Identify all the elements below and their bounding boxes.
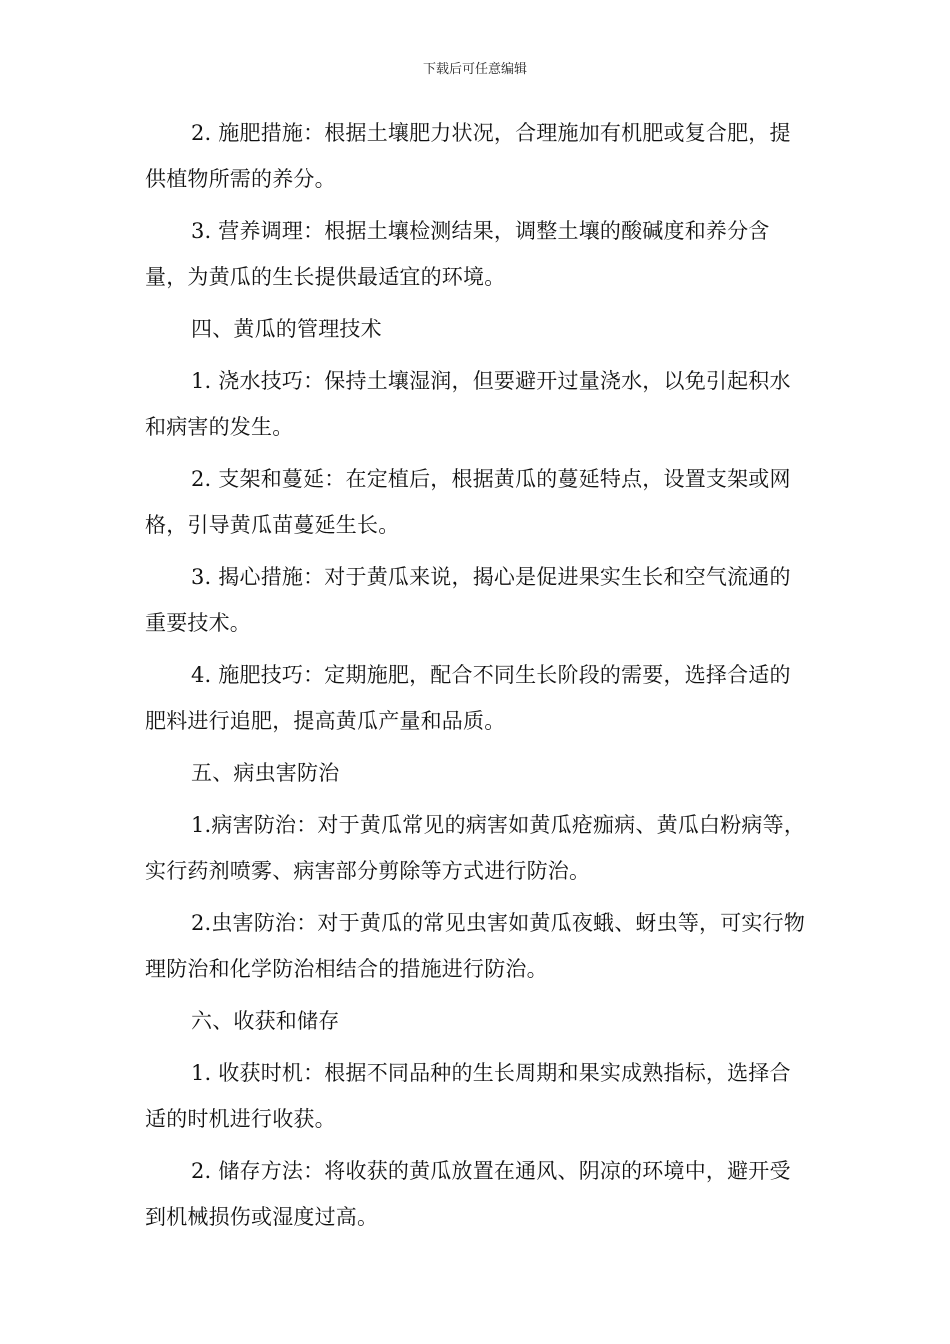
section-heading-harvest: 六、收获和储存	[191, 1009, 340, 1033]
paragraph-harvest-timing: 1. 收获时机：根据不同品种的生长周期和果实成熟指标，选择合适的时机进行收获。	[145, 1061, 791, 1131]
section-heading-pest-control: 五、病虫害防治	[191, 761, 340, 785]
paragraph-fertilizing-measures: 2. 施肥措施：根据土壤肥力状况，合理施加有机肥或复合肥，提供植物所需的养分。	[145, 121, 791, 191]
document-body	[145, 110, 807, 1246]
paragraph-fertilizing-skills: 4. 施肥技巧：定期施肥，配合不同生长阶段的需要，选择合适的肥料进行追肥，提高黄瓜产量和品质。	[145, 663, 791, 733]
paragraph-disease-control: 1.病害防治：对于黄瓜常见的病害如黄瓜疮痂病、黄瓜白粉病等，实行药剂喷雾、病害部分剪除等方式进行防治。	[145, 813, 806, 883]
paragraph-trellis: 2. 支架和蔓延：在定植后，根据黄瓜的蔓延特点，设置支架或网格，引导黄瓜苗蔓延生长。	[145, 467, 791, 537]
paragraph-topping: 3. 揭心措施：对于黄瓜来说，揭心是促进果实生长和空气流通的重要技术。	[145, 565, 791, 635]
paragraph-insect-control: 2.虫害防治：对于黄瓜的常见虫害如黄瓜夜蛾、蚜虫等，可实行物理防治和化学防治相结合的措施进行防治。	[145, 911, 806, 981]
section-heading-management: 四、黄瓜的管理技术	[191, 317, 382, 341]
paragraph-watering: 1. 浇水技巧：保持土壤湿润，但要避开过量浇水，以免引起积水和病害的发生。	[145, 369, 791, 439]
paragraph-nutrient-conditioning: 3. 营养调理：根据土壤检测结果，调整土壤的酸碱度和养分含量，为黄瓜的生长提供最适宜的环境。	[145, 219, 770, 289]
page-header-note: 下载后可任意编辑	[422, 62, 527, 77]
paragraph-storage: 2. 储存方法：将收获的黄瓜放置在通风、阴凉的环境中，避开受到机械损伤或湿度过高。	[145, 1159, 791, 1229]
